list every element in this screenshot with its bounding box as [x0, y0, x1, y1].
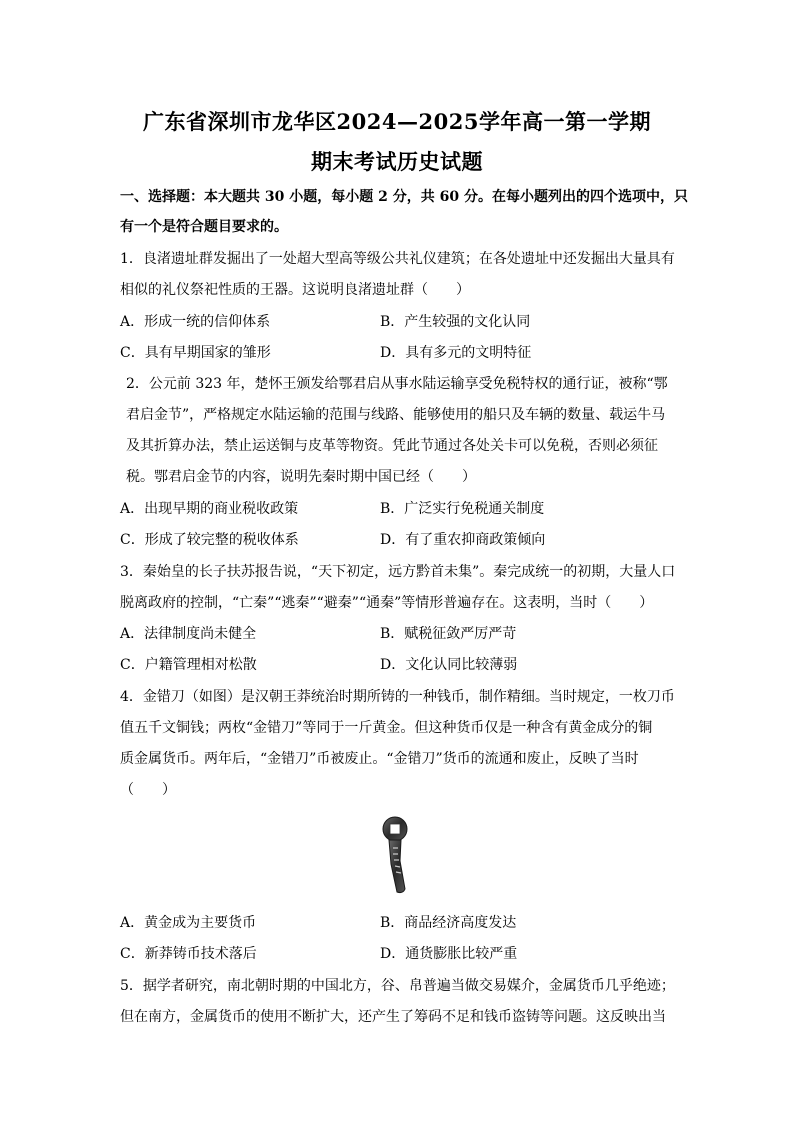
- question-4-option-d[interactable]: D．通货膨胀比较严重: [380, 946, 518, 962]
- question-4-stem-line1: 4．金错刀（如图）是汉朝王莽统治时期所铸的一种钱币，制作精细。当时规定，一枚刀币: [120, 689, 675, 705]
- question-3-option-d[interactable]: D．文化认同比较薄弱: [380, 657, 518, 673]
- question-3-option-c[interactable]: C．户籍管理相对松散: [120, 657, 257, 673]
- question-2-stem-line2: 君启金节”，严格规定水陆运输的范围与线路、能够使用的船只及车辆的数量、载运牛马: [126, 407, 666, 423]
- question-3-stem-line2: 脱离政府的控制，“亡秦”“逃秦”“避秦”“通秦”等情形普遍存在。这表明，当时（ ）: [120, 595, 654, 611]
- exam-title-line2: 期末考试历史试题: [311, 149, 483, 174]
- question-3-stem-line1: 3．秦始皇的长子扶苏报告说，“天下初定，远方黔首未集”。秦完成统一的初期，大量人口: [120, 564, 676, 580]
- question-4-stem-line4: （ ）: [120, 782, 176, 798]
- exam-title-line1: 广东省深圳市龙华区2024—2025学年高一第一学期: [143, 109, 651, 134]
- question-4-option-b[interactable]: B．商品经济高度发达: [380, 915, 517, 931]
- question-2-option-b[interactable]: B．广泛实行免税通关制度: [380, 501, 545, 517]
- question-2-option-a[interactable]: A．出现早期的商业税收政策: [120, 501, 299, 517]
- question-2-option-d[interactable]: D．有了重农抑商政策倾向: [380, 532, 546, 548]
- question-2-stem-line1: 2．公元前 323 年，楚怀王颁发给鄂君启从事水陆运输享受免税特权的通行证，被称“鄂: [126, 376, 668, 392]
- section-heading-line1: 一、选择题：本大题共 30 小题，每小题 2 分，共 60 分。在每小题列出的四个选项中，只: [120, 189, 688, 205]
- question-4-option-a[interactable]: A．黄金成为主要货币: [120, 915, 257, 931]
- question-2-stem-line4: 税。鄂君启金节的内容，说明先秦时期中国已经（ ）: [126, 469, 476, 485]
- question-1-option-b[interactable]: B．产生较强的文化认同: [380, 314, 531, 330]
- question-1-option-c[interactable]: C．具有早期国家的雏形: [120, 345, 271, 361]
- question-2-stem-line3: 及其折算办法，禁止运送铜与皮革等物资。凭此节通过各处关卡可以免税，否则必须征: [126, 438, 658, 454]
- knife-coin-icon: [378, 815, 412, 895]
- question-1-stem-line2: 相似的礼仪祭祀性质的王器。这说明良渚遗址群（ ）: [120, 282, 470, 298]
- question-2-option-c[interactable]: C．形成了较完整的税收体系: [120, 532, 299, 548]
- question-3-option-a[interactable]: A．法律制度尚未健全: [120, 626, 257, 642]
- question-3-option-b[interactable]: B．赋税征敛严厉严苛: [380, 626, 517, 642]
- question-5-stem-line1: 5．据学者研究，南北朝时期的中国北方，谷、帛普遍当做交易媒介，金属货币几乎绝迹；: [120, 978, 675, 994]
- question-1-option-a[interactable]: A．形成一统的信仰体系: [120, 314, 271, 330]
- question-4-option-c[interactable]: C．新莽铸币技术落后: [120, 946, 257, 962]
- question-1-stem-line1: 1．良渚遗址群发掘出了一处超大型高等级公共礼仪建筑；在各处遗址中还发掘出大量具有: [120, 251, 675, 267]
- section-heading-line2: 有一个是符合题目要求的。: [120, 219, 288, 235]
- question-1-option-d[interactable]: D．具有多元的文明特征: [380, 345, 532, 361]
- question-4-stem-line2: 值五千文铜钱；两枚“金错刀”等同于一斤黄金。但这种货币仅是一种含有黄金成分的铜: [120, 720, 653, 736]
- question-4-stem-line3: 质金属货币。两年后，“金错刀”币被废止。“金错刀”货币的流通和废止，反映了当时: [120, 751, 639, 767]
- jincuodao-coin-figure: [378, 815, 412, 895]
- question-5-stem-line2: 但在南方，金属货币的使用不断扩大，还产生了筹码不足和钱币盗铸等问题。这反映出当: [120, 1009, 666, 1025]
